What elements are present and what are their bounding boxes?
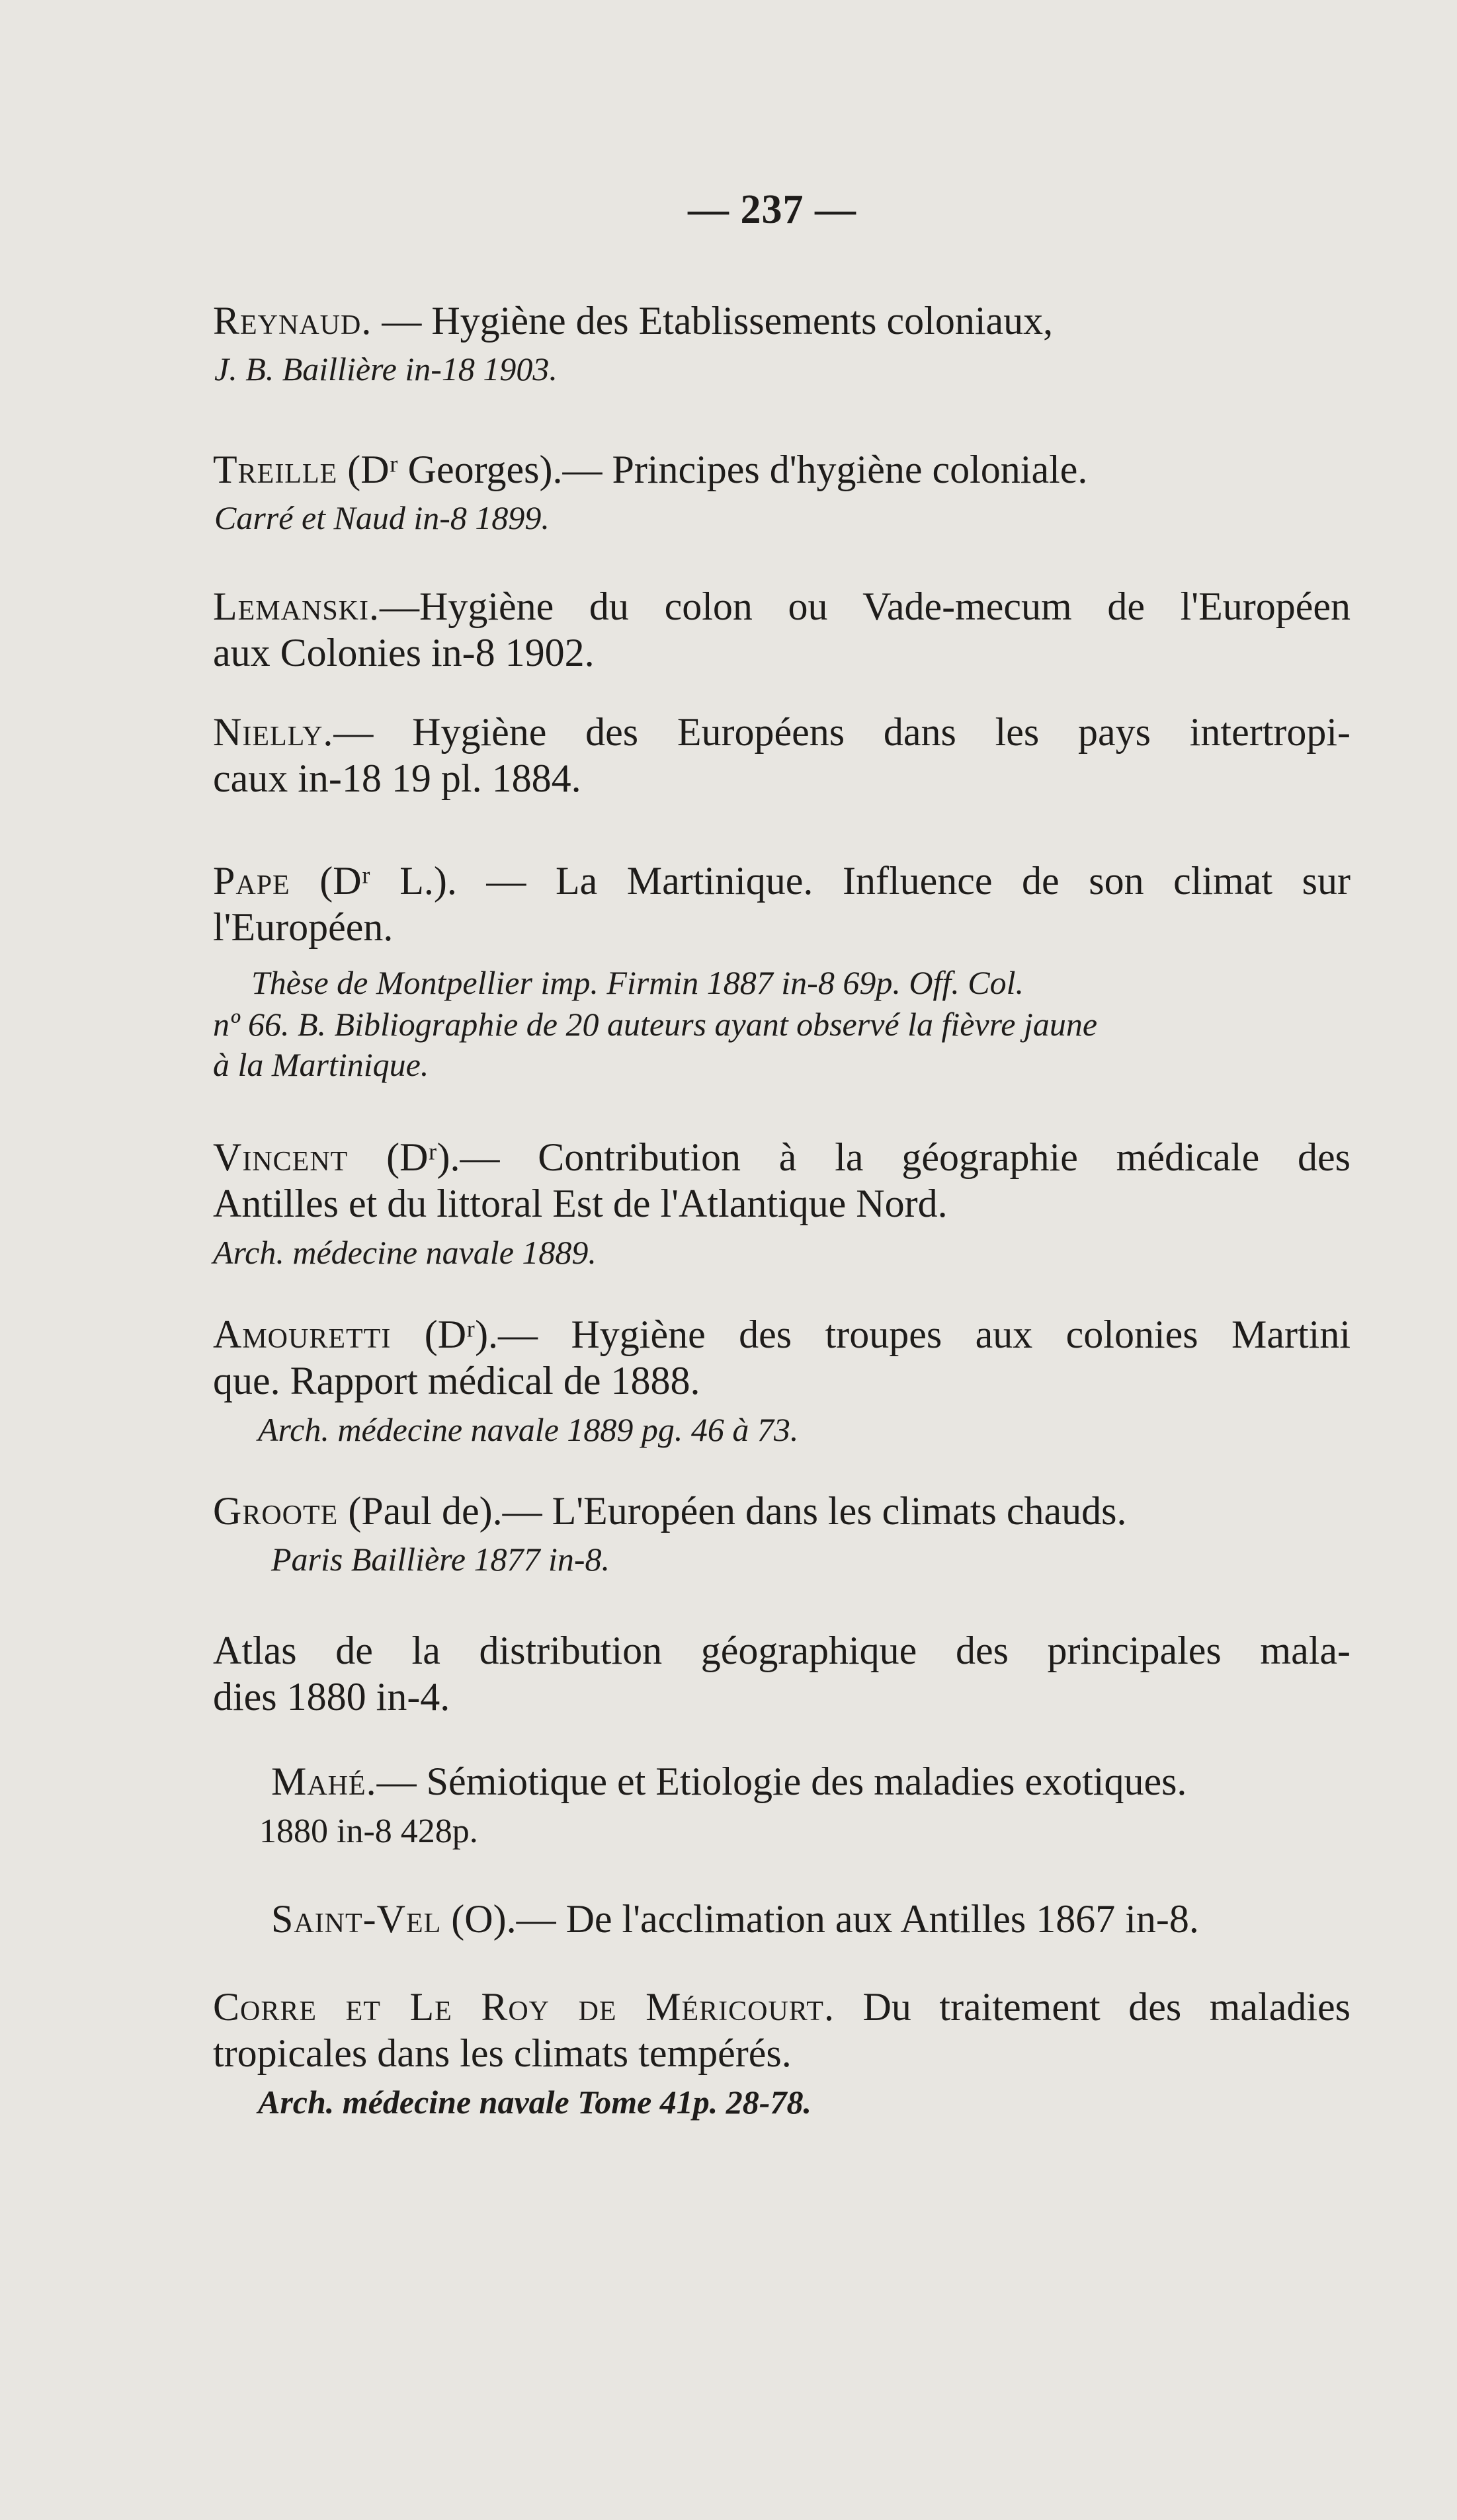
entry-text: Pape (Dʳ L.). — La Martinique. Influence de son climat sur [213,859,1351,903]
entry-text-continued: tropicales dans les climats tempérés. [213,2031,792,2075]
entry-author: Nielly. [213,710,334,754]
entry-citation: J. B. Baillière in-18 1903. [214,350,558,387]
entry-text-continued: Antilles et du littoral Est de l'Atlantique Nord. [213,1182,948,1225]
entry-citation: Arch. médecine navale 1889. [213,1234,597,1271]
entry-text: Reynaud. — Hygiène des Etablissements coloniaux, [213,299,1054,343]
entry-text: Nielly.— Hygiène des Européens dans les pays intertropi- [213,710,1351,754]
entry-citation: Arch. médecine navale Tome 41p. 28-78. [258,2084,812,2121]
entry-author: Corre et Le Roy de Méricourt. [213,1985,835,2029]
entry-author: Vincent [213,1135,349,1179]
entry-text: Groote (Paul de).— L'Européen dans les climats chauds. [213,1489,1127,1533]
entry-text-continued: aux Colonies in-8 1902. [213,631,595,674]
page-number: — 237 — [688,187,856,232]
entry-citation: Paris Baillière 1877 in-8. [271,1541,610,1578]
entry-author: Lemanski. [213,585,380,628]
entry-text-continued: 1880 in-8 428p. [259,1812,478,1850]
entry-citation: Arch. médecine navale 1889 pg. 46 à 73. [258,1411,799,1448]
entry-author: Groote [213,1489,339,1533]
entry-citation: à la Martinique. [213,1046,429,1083]
entry-author: Mahé. [271,1760,377,1803]
entry-author: Reynaud. [213,299,372,343]
entry-text: Saint-Vel (O).— De l'acclimation aux Antilles 1867 in-8. [271,1897,1199,1941]
entry-text-continued: dies 1880 in-4. [213,1675,450,1719]
entry-text-continued: l'Européen. [213,905,394,949]
entry-text: Vincent (Dʳ).— Contribution à la géographie médicale des [213,1135,1351,1179]
entry-author: Treille [213,448,338,491]
entry-text: Corre et Le Roy de Méricourt. Du traitement des maladies [213,1985,1351,2029]
entry-text: Amouretti (Dʳ).— Hygiène des troupes aux colonies Martini [213,1313,1351,1356]
entry-text: Treille (Dʳ Georges).— Principes d'hygiène coloniale. [213,448,1088,491]
entry-author: Amouretti [213,1313,392,1356]
entry-citation: Thèse de Montpellier imp. Firmin 1887 in-8 69p. Off. Col. [251,964,1024,1001]
entry-text: Mahé.— Sémiotique et Etiologie des maladies exotiques. [271,1760,1187,1803]
entry-author: Pape [213,859,290,903]
entry-citation: nº 66. B. Bibliographie de 20 auteurs ayant observé la fièvre jaune [213,1006,1098,1043]
entry-text: Atlas de la distribution géographique des principales mala- [213,1629,1351,1672]
entry-text-continued: que. Rapport médical de 1888. [213,1359,700,1402]
entry-citation: Carré et Naud in-8 1899. [214,499,550,536]
entry-text-continued: caux in-18 19 pl. 1884. [213,756,581,800]
entry-text: Lemanski.—Hygiène du colon ou Vade-mecum de l'Européen [213,585,1351,628]
entry-author: Saint-Vel [271,1897,442,1941]
